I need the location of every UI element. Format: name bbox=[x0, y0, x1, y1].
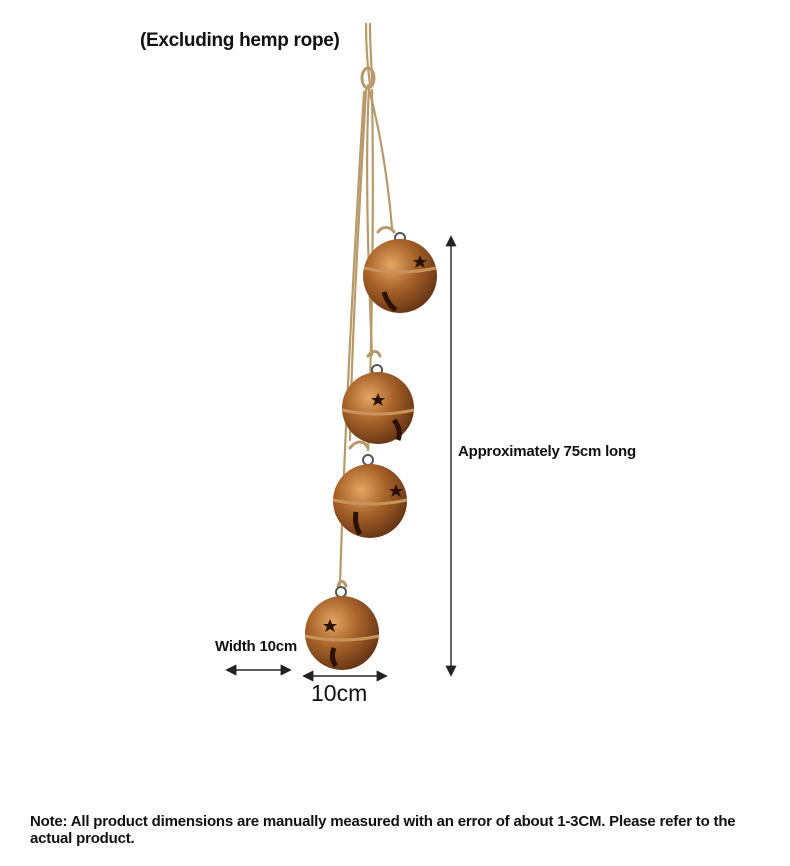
jingle-bell-icon bbox=[305, 587, 379, 670]
bell-width-label: 10cm bbox=[311, 680, 368, 706]
length-dimension-label: Approximately 75cm long bbox=[458, 443, 636, 460]
page-title: (Excluding hemp rope) bbox=[140, 30, 340, 51]
jingle-bell-icon bbox=[363, 233, 437, 313]
width-dimension-label: Width 10cm bbox=[215, 638, 298, 655]
measurement-note: Note: All product dimensions are manually measured with an error of about 1-3CM. Please refer to the actual product. bbox=[30, 813, 736, 847]
